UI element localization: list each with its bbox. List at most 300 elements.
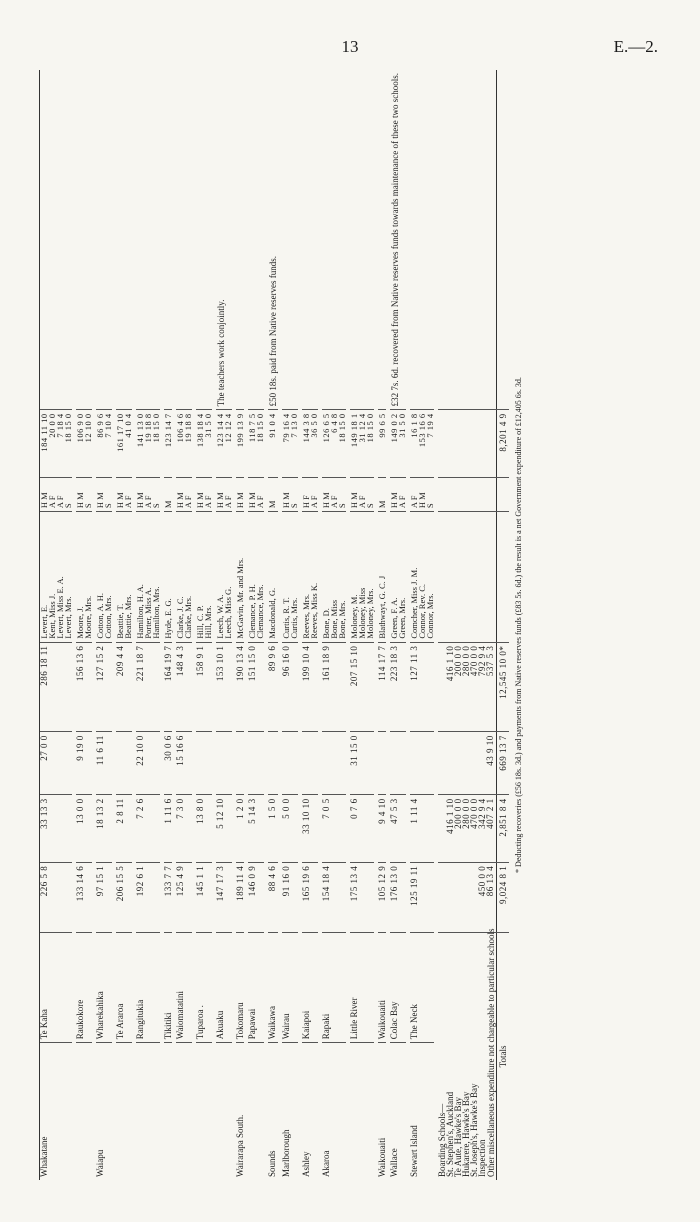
salary-cell-line: 123 14 7 — [163, 413, 173, 448]
salary-cell-line: 19 18 8 — [183, 413, 193, 443]
teacher-cell-line: Hill, C. P. — [195, 605, 205, 639]
school-cell: Wairau — [282, 932, 298, 1042]
salary-cell — [390, 410, 406, 478]
empty-cell — [438, 478, 446, 512]
teacher-cell-line: Green, Mrs. — [397, 597, 407, 639]
position-cell-line: H M — [349, 492, 359, 509]
footnote: * Deducting recoveries (£56 18s. 3d.) and payments from Native reserves funds (£83 5s. 6d.) the result is a net Government expenditure of £12,405 6s. 3d. — [514, 377, 523, 873]
teacher-cell-line: Hamilton, H. A. — [135, 584, 145, 639]
salary-cell-line: 19 18 8 — [143, 413, 153, 443]
amount-total-cell: 89 9 6 — [268, 642, 278, 732]
salary-cell-line: 36 5 0 — [309, 413, 319, 438]
district-cell — [76, 1043, 92, 1180]
page-number: 13 — [341, 37, 359, 56]
position-cell-line: A F — [255, 495, 265, 509]
teacher-cell-line: Levert, E. — [39, 604, 49, 639]
school-cell: Raukokore — [76, 932, 92, 1042]
position-cell-line: A F — [357, 495, 367, 509]
district-cell: Sounds — [268, 1043, 278, 1180]
remarks-cell — [322, 70, 346, 410]
other-expenditure-row — [486, 70, 497, 1180]
salary-cell-line: 118 7 5 — [247, 413, 257, 443]
position-cell-line: A F — [203, 495, 213, 509]
amount-total-cell: 209 4 4 — [116, 642, 132, 732]
teacher-cell — [96, 512, 112, 643]
empty-cell — [446, 410, 454, 478]
table-row — [40, 70, 73, 1180]
boarding-row — [470, 70, 478, 1180]
salary-cell-line: 6 4 8 — [329, 413, 339, 433]
salary-cell-line: 18 15 0 — [365, 413, 375, 443]
amount-total-cell: 96 16 0 — [282, 642, 298, 732]
amount-total-cell: 223 18 3 — [390, 642, 406, 732]
salary-cell-line: 123 14 4 — [215, 413, 225, 448]
remarks-cell: £50 18s. paid from Native reserves funds. — [268, 255, 278, 407]
empty-cell — [478, 410, 486, 478]
teacher-cell-line: Kent, Miss J. — [47, 593, 57, 639]
empty-cell — [454, 512, 462, 643]
empty-cell — [454, 70, 462, 410]
amount-total-cell: 161 18 9 — [322, 642, 346, 732]
amount-c-cell — [282, 732, 298, 795]
amount-b-cell: 1 5 0 — [268, 795, 278, 862]
boarding-row — [446, 70, 454, 1180]
salary-cell-line: 153 16 6 — [417, 413, 427, 448]
school-cell: Colac Bay — [390, 932, 406, 1042]
teacher-cell — [378, 512, 386, 643]
amount-a-cell: 145 1 1 — [196, 862, 212, 932]
position-cell-line: A F — [409, 495, 419, 509]
position-cell — [378, 478, 386, 512]
school-cell: Little River — [350, 932, 374, 1042]
empty-cell — [486, 70, 497, 410]
amount-a-cell: 88 4 6 — [268, 862, 278, 932]
amount-a-cell: 146 0 9 — [248, 862, 264, 932]
boarding-amount-total: 200 0 0 — [454, 642, 462, 732]
position-cell-line: H M — [215, 492, 225, 509]
teacher-cell — [216, 512, 232, 643]
position-cell-line: A F — [143, 495, 153, 509]
teacher-cell-line: Levert, Mrs. — [63, 596, 73, 639]
rotated-expenditure-table — [35, 70, 665, 1180]
amount-b-cell: 13 8 0 — [196, 795, 212, 862]
table-row — [196, 70, 212, 1180]
empty-cell — [497, 512, 510, 643]
position-cell-line: A F — [47, 495, 57, 509]
position-cell-line: H M — [115, 492, 125, 509]
boarding-amount-b: 416 1 10 — [446, 795, 454, 862]
other-amount-b: 407 2 1 — [486, 795, 497, 862]
amount-total-cell: 164 19 7 — [164, 642, 172, 732]
table-body — [35, 70, 523, 1180]
inspection-amount-b: 342 9 4 — [478, 795, 486, 862]
amount-b-cell: 7 0 5 — [322, 795, 346, 862]
boarding-amount-total: 470 0 0 — [470, 642, 478, 732]
salary-cell — [176, 410, 192, 478]
amount-a-cell: 125 19 11 — [410, 862, 434, 932]
empty-cell — [462, 70, 470, 410]
teacher-cell-line: Moore, J. — [75, 606, 85, 639]
teacher-cell — [164, 512, 172, 643]
teacher-cell — [196, 512, 212, 643]
empty-cell — [470, 512, 478, 643]
school-cell: The Neck — [410, 932, 434, 1042]
empty-cell — [470, 70, 478, 410]
teacher-cell-line: Connor, Rev. C. — [417, 584, 427, 639]
amount-b-cell: 5 0 0 — [282, 795, 298, 862]
position-cell — [268, 478, 278, 512]
other-amount-total: 537 5 3 — [486, 642, 497, 732]
salary-cell — [116, 410, 132, 478]
amount-b-cell: 7 2 6 — [136, 795, 160, 862]
position-cell-line: H M — [417, 492, 427, 509]
empty-cell — [486, 478, 497, 512]
teacher-cell-line: Curtis, Mrs. — [289, 597, 299, 639]
amount-c-cell — [116, 732, 132, 795]
amount-c-cell — [390, 732, 406, 795]
amount-a-cell: 206 15 5 — [116, 862, 132, 932]
empty-cell — [470, 478, 478, 512]
district-cell: Whakatane — [40, 1043, 73, 1180]
salary-cell — [76, 410, 92, 478]
amount-b-cell: 1 11 6 — [164, 795, 172, 862]
teacher-cell-line: Levert, Miss E. A. — [55, 576, 65, 639]
teacher-cell-line: Reeves, Mrs. — [301, 593, 311, 639]
salary-cell-line: 12 12 4 — [223, 413, 233, 443]
empty-cell — [438, 410, 446, 478]
salary-cell-line: 149 18 1 — [349, 413, 359, 448]
table-row — [164, 70, 172, 1180]
teacher-cell-line: Macdonald, G. — [267, 587, 277, 639]
amount-a-cell: 154 18 4 — [322, 862, 346, 932]
table-row — [136, 70, 160, 1180]
position-cell-line: A F — [329, 495, 339, 509]
amount-a-cell: 97 15 1 — [96, 862, 112, 932]
school-cell: Te Araroa — [116, 932, 132, 1042]
boarding-amount-b: 200 0 0 — [454, 795, 462, 862]
boarding-amount-total: 280 0 0 — [462, 642, 470, 732]
district-cell: Wallace — [390, 1043, 406, 1180]
remarks-cell — [282, 70, 298, 410]
amount-total-cell: 190 13 4 — [236, 642, 244, 732]
table-row — [96, 70, 112, 1180]
position-cell — [76, 478, 92, 512]
amount-b-cell: 2 8 11 — [116, 795, 132, 862]
amount-c-cell — [216, 732, 232, 795]
boarding-heading-row — [438, 70, 446, 1180]
salary-cell-line: 126 6 5 — [321, 413, 331, 443]
remarks-cell — [248, 70, 264, 410]
teacher-cell-line: Clarke, Mrs. — [183, 595, 193, 639]
empty-cell — [446, 512, 454, 643]
position-cell-line: H M — [75, 492, 85, 509]
salary-cell — [322, 410, 346, 478]
teacher-cell — [282, 512, 298, 643]
amount-a-cell: 189 11 4 — [236, 862, 244, 932]
table-row — [176, 70, 192, 1180]
amount-a-cell: 192 6 1 — [136, 862, 160, 932]
amount-c-cell: 15 16 6 — [176, 732, 192, 795]
school-cell: Tuparoa . — [196, 932, 212, 1042]
district-cell: Waikouaiti — [378, 1043, 386, 1180]
amount-b-cell: 18 13 2 — [96, 795, 112, 862]
salary-cell-line: 31 5 0 — [203, 413, 213, 438]
salary-cell — [96, 410, 112, 478]
position-cell-line: A F — [397, 495, 407, 509]
teacher-cell — [236, 512, 244, 643]
amount-b-cell: 7 3 0 — [176, 795, 192, 862]
salary-cell-line: 138 18 4 — [195, 413, 205, 448]
district-cell: Stewart Island — [410, 1043, 434, 1180]
amount-c-cell: 31 15 0 — [350, 732, 374, 795]
amount-a-cell: 165 19 6 — [302, 862, 318, 932]
salary-cell — [196, 410, 212, 478]
empty-cell — [446, 732, 454, 795]
empty-cell — [454, 862, 462, 932]
district-cell — [176, 1043, 192, 1180]
empty-cell — [462, 410, 470, 478]
empty-cell — [462, 862, 470, 932]
boarding-row — [462, 70, 470, 1180]
amount-a-cell: 176 13 0 — [390, 862, 406, 932]
salary-cell-line: 79 16 4 — [281, 413, 291, 443]
amount-b-cell: 33 13 3 — [40, 795, 73, 862]
teacher-cell-line: Green, F. A. — [389, 597, 399, 639]
position-cell — [164, 478, 172, 512]
teacher-cell-line: Hamilton, Mrs. — [151, 586, 161, 639]
empty-cell — [454, 478, 462, 512]
boarding-school-label: St. Stephen's, Auckland — [446, 932, 454, 1180]
table-row — [248, 70, 264, 1180]
district-cell — [196, 1043, 212, 1180]
position-cell-line: H M — [39, 492, 49, 509]
expenditure-table — [35, 70, 523, 1180]
remarks-cell — [76, 70, 92, 410]
teacher-cell-line: Reeves, Miss K. — [309, 582, 319, 639]
remarks-cell — [40, 70, 73, 410]
teacher-cell — [76, 512, 92, 643]
amount-total-cell: 156 13 6 — [76, 642, 92, 732]
salary-cell-line: 7 19 4 — [425, 413, 435, 438]
salary-cell-line: 106 9 0 — [75, 413, 85, 443]
district-cell — [116, 1043, 132, 1180]
empty-cell — [438, 862, 446, 932]
amount-c-cell — [268, 732, 278, 795]
salary-cell-line: 149 0 2 — [389, 413, 399, 443]
teacher-cell — [268, 512, 278, 643]
school-cell: Tikitiki — [164, 932, 172, 1042]
table-row — [302, 70, 318, 1180]
position-cell — [136, 478, 160, 512]
salary-cell — [282, 410, 298, 478]
salary-cell — [302, 410, 318, 478]
teacher-cell — [176, 512, 192, 643]
salary-cell — [136, 410, 160, 478]
school-cell: Wharekahika — [96, 932, 112, 1042]
school-cell: Tokomaru — [236, 932, 244, 1042]
remarks-cell — [136, 70, 160, 410]
salary-cell-line: 161 17 10 — [115, 413, 125, 452]
district-cell — [136, 1043, 160, 1180]
boarding-amount-total: 416 1 10 — [446, 642, 454, 732]
amount-a-cell: 91 16 0 — [282, 862, 298, 932]
amount-a-cell: 147 17 3 — [216, 862, 232, 932]
position-cell — [322, 478, 346, 512]
position-cell-line: M — [377, 500, 387, 509]
position-cell-line: H M — [235, 492, 245, 509]
empty-cell — [462, 732, 470, 795]
inspection-amount-total: 792 9 4 — [478, 642, 486, 732]
salary-cell — [248, 410, 264, 478]
position-cell-line: S — [63, 503, 73, 509]
salary-cell — [378, 410, 386, 478]
empty-cell — [446, 862, 454, 932]
amount-c-cell — [248, 732, 264, 795]
table-row — [350, 70, 374, 1180]
teacher-cell-line: Bone, D. — [321, 608, 331, 639]
teacher-cell-line: Comcher, Miss J. M. — [409, 567, 419, 639]
position-cell-line: M — [163, 500, 173, 509]
district-cell: Ashley — [302, 1043, 318, 1180]
amount-c-cell — [196, 732, 212, 795]
amount-total-cell: 158 9 1 — [196, 642, 212, 732]
table-row — [116, 70, 132, 1180]
teacher-cell — [390, 512, 406, 643]
amount-total-cell: 148 4 3 — [176, 642, 192, 732]
teacher-cell-line: Clemance, Mrs. — [255, 584, 265, 639]
amount-total-cell: 221 18 7 — [136, 642, 160, 732]
salary-cell-line: 184 11 10 — [39, 413, 49, 452]
salary-cell-line: 18 15 0 — [151, 413, 161, 443]
position-cell — [302, 478, 318, 512]
position-cell — [248, 478, 264, 512]
amount-total-cell: 127 11 3 — [410, 642, 434, 732]
teacher-cell-line: Clarke, J. C. — [175, 596, 185, 639]
empty-cell — [462, 512, 470, 643]
totals-label: Totals — [497, 932, 510, 1180]
position-cell-line: H M — [195, 492, 205, 509]
school-cell: Te Kaha — [40, 932, 73, 1042]
amount-b-cell: 1 2 0 — [236, 795, 244, 862]
teacher-cell-line: Bone, Mrs. — [337, 600, 347, 639]
teacher-cell — [322, 512, 346, 643]
amount-c-cell — [322, 732, 346, 795]
teacher-cell-line: Blathwayt, G. C. J — [377, 575, 387, 639]
amount-b-cell: 13 0 0 — [76, 795, 92, 862]
school-cell: Waikawa — [268, 932, 278, 1042]
salary-cell-line: 31 12 4 — [357, 413, 367, 443]
amount-a-cell: 105 12 9 — [378, 862, 386, 932]
total-salaries: 8,201 4 9 — [497, 410, 510, 478]
position-cell-line: A F — [183, 495, 193, 509]
teacher-cell-line: Leech, W. A. — [215, 594, 225, 639]
amount-c-cell — [378, 732, 386, 795]
amount-b-cell: 47 5 3 — [390, 795, 406, 862]
other-amount-a: 86 13 4 — [486, 862, 497, 932]
empty-cell — [438, 70, 446, 410]
teacher-cell — [302, 512, 318, 643]
amount-total-cell: 199 10 4 — [302, 642, 318, 732]
teacher-cell — [350, 512, 374, 643]
table-row — [410, 70, 434, 1180]
remarks-cell — [196, 70, 212, 410]
table-row — [236, 70, 244, 1180]
empty-cell — [446, 478, 454, 512]
boarding-school-label: St. Joseph's, Hawke's Bay — [470, 932, 478, 1180]
teacher-cell-line: Porter, Miss A. — [143, 587, 153, 639]
teacher-cell — [136, 512, 160, 643]
boarding-heading: Boarding Schools— — [438, 932, 446, 1180]
position-cell-line: S — [337, 503, 347, 509]
teacher-cell-line: Clemance, P. H. — [247, 584, 257, 639]
teacher-cell-line: Connor, Mrs. — [425, 593, 435, 639]
position-cell-line: A F — [123, 495, 133, 509]
teacher-cell — [40, 512, 73, 643]
teacher-cell-line: Hill, Mrs. — [203, 605, 213, 639]
amount-c-cell: 22 10 0 — [136, 732, 160, 795]
position-cell — [40, 478, 73, 512]
salary-cell-line: 7 18 4 — [55, 413, 65, 438]
amount-a-cell: 133 14 6 — [76, 862, 92, 932]
position-cell-line: H F — [301, 495, 311, 509]
totals-row — [497, 70, 510, 1180]
amount-total-cell: 153 10 1 — [216, 642, 232, 732]
salary-cell-line: 141 13 0 — [135, 413, 145, 448]
position-cell-line: H M — [321, 492, 331, 509]
position-cell — [176, 478, 192, 512]
remarks-cell — [96, 70, 112, 410]
position-cell-line: H M — [95, 492, 105, 509]
amount-c-cell — [302, 732, 318, 795]
amount-b-cell: 1 11 4 — [410, 795, 434, 862]
amount-total-cell: 127 15 2 — [96, 642, 112, 732]
empty-cell — [497, 478, 510, 512]
salary-cell — [40, 410, 73, 478]
teacher-cell-line: Cotton, A. H. — [95, 593, 105, 639]
amount-total-cell: 114 17 7 — [378, 642, 386, 732]
footnote-row — [509, 70, 523, 1180]
inspection-row — [478, 70, 486, 1180]
total-amount-c: 669 13 7 — [497, 732, 510, 795]
position-cell — [350, 478, 374, 512]
position-cell-line: A F — [55, 495, 65, 509]
empty-cell — [478, 512, 486, 643]
teacher-cell-line: Cotton, Mrs. — [103, 595, 113, 639]
amount-c-cell: 27 0 0 — [40, 732, 73, 795]
remarks-cell — [236, 70, 244, 410]
salary-cell-line: 99 6 5 — [377, 413, 387, 438]
empty-cell — [486, 410, 497, 478]
amount-total-cell: 286 18 11 — [40, 642, 73, 732]
district-cell: Wairarapa South. — [236, 1043, 244, 1180]
amount-b-cell: 5 14 3 — [248, 795, 264, 862]
position-cell-line: H M — [175, 492, 185, 509]
position-cell — [236, 478, 244, 512]
teacher-cell-line: Leech, Miss G. — [223, 586, 233, 639]
total-amount-a: 9,024 8 1 — [497, 862, 510, 932]
position-cell-line: H M — [135, 492, 145, 509]
salary-cell-line: 16 1 8 — [409, 413, 419, 438]
district-cell: Akaroa — [322, 1043, 346, 1180]
position-cell-line: M — [267, 500, 277, 509]
school-cell: Kaiapoi — [302, 932, 318, 1042]
teacher-cell — [410, 512, 434, 643]
salary-cell-line: 7 10 4 — [103, 413, 113, 438]
salary-cell-line: 106 4 6 — [175, 413, 185, 443]
district-cell — [350, 1043, 374, 1180]
teacher-cell-line: Moloney, Miss — [357, 587, 367, 639]
position-cell-line: S — [103, 503, 113, 509]
